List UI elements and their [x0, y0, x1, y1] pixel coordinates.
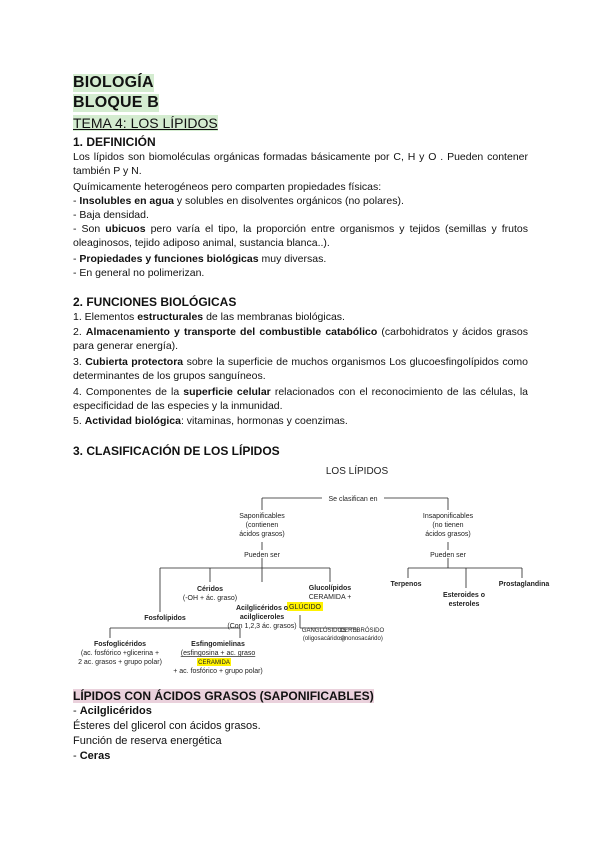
diagram-fosfogliceridos-2: (ac. fosfórico +glicerina +	[80, 650, 160, 657]
diagram-saponificables-3: ácidos grasos)	[239, 531, 285, 538]
definicion-heading: 1. DEFINICIÓN	[73, 135, 156, 149]
funciones-heading: 2. FUNCIONES BIOLÓGICAS	[73, 295, 237, 309]
saponificables-heading: LÍPIDOS CON ÁCIDOS GRASOS (SAPONIFICABLES)	[73, 689, 374, 703]
lipid-classification-diagram	[0, 450, 600, 690]
diagram-glucolipidos-3: GLÚCIDO	[289, 604, 321, 611]
diagram-pueden-ser-right: Pueden ser	[430, 552, 466, 559]
diagram-insaponificables-2: (no tienen	[432, 522, 464, 529]
diagram-acil-2: acilgliceroles	[239, 614, 285, 621]
saponificables-line-1: Ésteres del glicerol con ácidos grasos.	[73, 720, 261, 732]
diagram-saponificables-2: (contienen	[245, 522, 279, 529]
diagram-prostaglandina: Prostaglandina	[498, 581, 550, 588]
diagram-esfingomielinas-4: + ac. fosfórico + grupo polar)	[173, 668, 263, 675]
block-title: BLOQUE B	[73, 94, 160, 111]
diagram-pueden-ser-left: Pueden ser	[244, 552, 280, 559]
diagram-glucolipidos-1: Glucolípidos	[308, 585, 352, 592]
diagram-esteroides-2: esteroles	[448, 601, 480, 608]
diagram-fosfolipidos: Fosfolípidos	[144, 615, 186, 622]
diagram-insaponificables-3: ácidos grasos)	[425, 531, 471, 538]
saponificables-line-2: Función de reserva energética	[73, 735, 222, 747]
diagram-esteroides-1: Esteroides o	[442, 592, 486, 599]
subject-title: BIOLOGÍA	[73, 74, 154, 91]
definicion-bullet-4: - Propiedades y funciones biológicas muy diversas.	[73, 253, 327, 265]
diagram-title: LOS LÍPIDOS	[325, 466, 389, 477]
definicion-bullet-3: - Son ubicuos pero varía el tipo, la proporción entre organismos y tejidos (semillas y frutos oleaginosos, tejido adiposo animal, sustancia blanca..).	[73, 223, 529, 249]
funcion-3: 3. Cubierta protectora sobre la superficie de muchos organismos Los glucoesfingolípidos como determinantes de los grupos sanguíneos.	[73, 356, 528, 382]
diagram-fosfogliceridos-1: Fosfoglicéridos	[93, 641, 147, 648]
diagram-fosfogliceridos-3: 2 ac. grasos + grupo polar)	[78, 659, 162, 666]
definicion-bullet-5: - En general no polimerizan.	[73, 267, 205, 279]
definicion-bullet-2: - Baja densidad.	[73, 209, 149, 221]
funcion-2: 2. Almacenamiento y transporte del combustible catabólico (carbohidratos y ácidos grasos para generar energía).	[73, 326, 528, 352]
diagram-ceridos-2: (-OH + ác. graso)	[182, 595, 238, 602]
diagram-esfingomielinas-3: CERAMIDA	[198, 660, 230, 666]
diagram-acil-3: (Con 1,2,3 ác. grasos)	[227, 623, 297, 630]
diagram-acil-1: Acilglicéridos o	[235, 605, 289, 612]
diagram-esfingomielinas-2: (esfingosina + ac. graso	[180, 650, 256, 657]
ceras-bullet: - Ceras	[73, 750, 111, 762]
diagram-cerebrosidos-1: CEREBRÓSIDO	[339, 628, 385, 634]
diagram-esfingomielinas-1: Esfingomielinas	[191, 641, 245, 648]
diagram-cerebrosidos-2: (monosacárido)	[341, 636, 383, 642]
diagram-saponificables-1: Saponificables	[239, 513, 285, 520]
clasificacion-heading: 3. CLASIFICACIÓN DE LOS LÍPIDOS	[73, 444, 280, 458]
diagram-gangliosidos-1: GANGLÓSIDOS	[301, 628, 347, 634]
funcion-4: 4. Componentes de la superficie celular relacionados con el reconocimiento de las células, la especificidad de las especies y la inmunidad.	[73, 386, 529, 412]
diagram-root-label: Se clasifican en	[328, 496, 378, 503]
topic-title: TEMA 4: LOS LÍPIDOS	[73, 115, 218, 131]
diagram-glucolipidos-2: CERAMIDA +	[308, 594, 352, 601]
funcion-1: 1. Elementos estructurales de las membranas biológicas.	[73, 311, 345, 323]
diagram-gangliosidos-2: (oligosacáridos)	[302, 636, 346, 642]
definicion-bullet-1: - Insolubles en agua y solubles en disolventes orgánicos (no polares).	[73, 195, 404, 207]
definicion-line-2: Químicamente heterogéneos pero comparten propiedades físicas:	[73, 181, 382, 193]
definicion-line-1: Los lípidos son biomoléculas orgánicas formadas básicamente por C, H y O . Pueden contener también P y N.	[73, 151, 528, 177]
diagram-insaponificables-1: Insaponificables	[422, 513, 474, 520]
diagram-terpenos: Terpenos	[390, 581, 422, 588]
acilgliceridos-bullet: - Acilglicéridos	[73, 705, 152, 717]
funcion-5: 5. Actividad biológica: vitaminas, hormonas y coenzimas.	[73, 415, 348, 427]
diagram-ceridos-1: Céridos	[196, 586, 224, 593]
